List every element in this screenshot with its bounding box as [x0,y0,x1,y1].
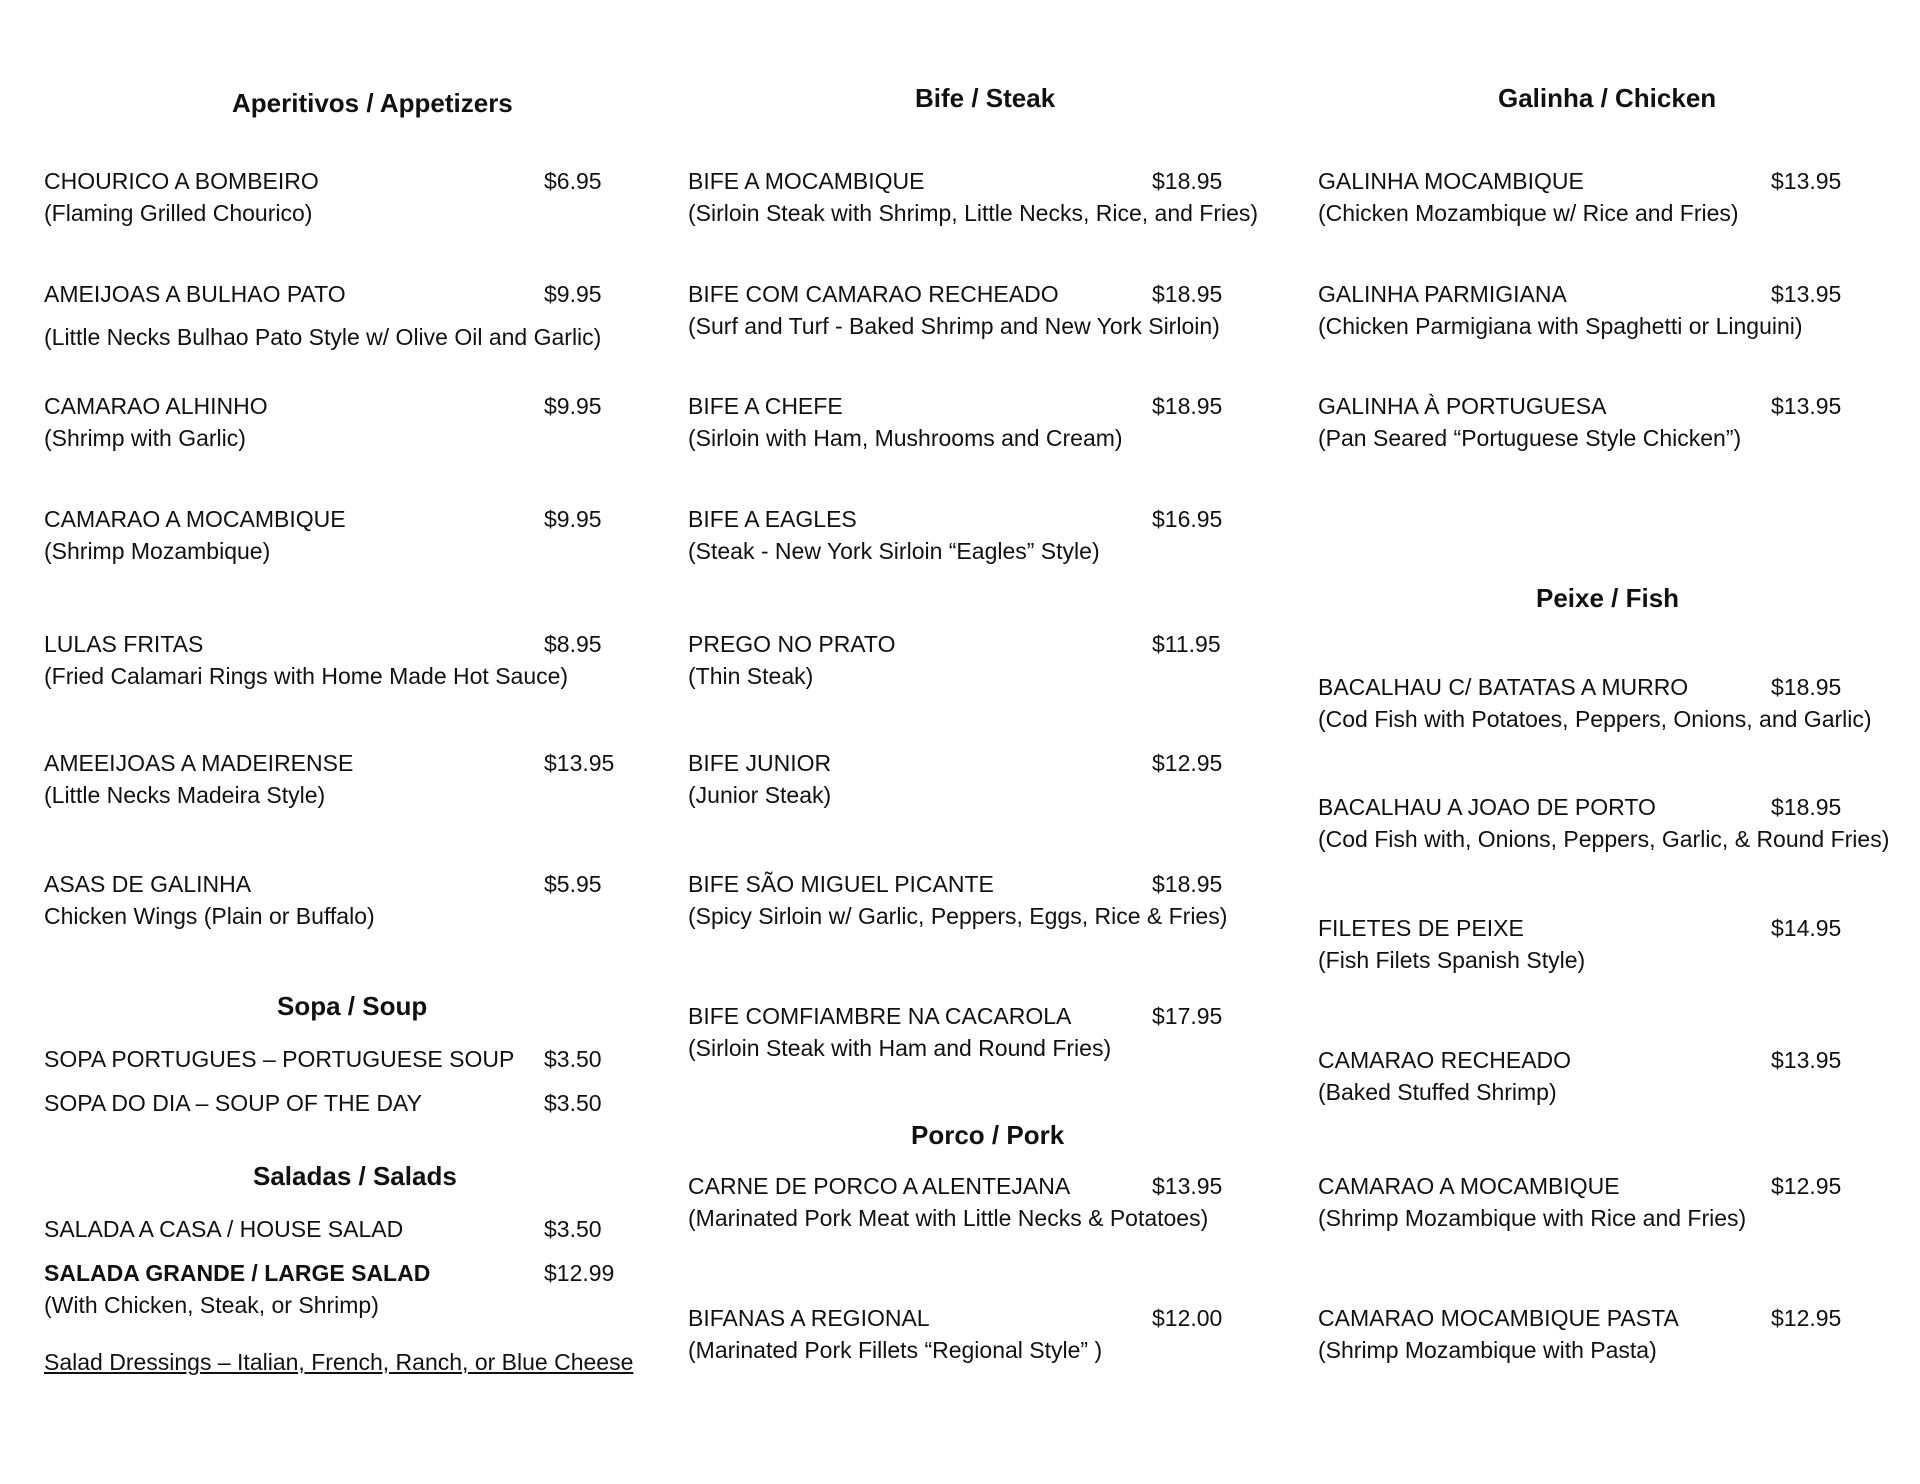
item-price: $9.95 [544,281,602,307]
item-name: CAMARAO ALHINHO [44,393,268,419]
item-price: $18.95 [1152,168,1223,194]
item-price: $12.99 [544,1260,615,1286]
menu-item [1318,165,1842,229]
menu-item [1318,912,1842,976]
item-description: (Shrimp Mozambique) [44,538,271,564]
item-name: BACALHAU C/ BATATAS A MURRO [1318,674,1689,700]
item-price: $18.95 [1771,794,1842,820]
item-description: (Fish Filets Spanish Style) [1318,947,1586,973]
item-description: (Marinated Pork Fillets “Regional Style” ) [688,1337,1103,1363]
item-name: BIFE A MOCAMBIQUE [688,168,925,194]
menu-item [44,1213,602,1245]
item-name: ASAS DE GALINHA [44,871,252,897]
item-price: $18.95 [1152,871,1223,897]
item-price: $13.95 [1771,168,1842,194]
item-description: (Sirloin Steak with Shrimp, Little Necks, Rice, and Fries) [688,200,1259,226]
item-price: $18.95 [1152,393,1223,419]
menu-item [44,503,602,567]
menu-item [688,868,1227,932]
item-name: CAMARAO A MOCAMBIQUE [1318,1173,1620,1199]
item-name: CAMARAO RECHEADO [1318,1047,1572,1073]
item-price: $13.95 [1771,281,1842,307]
item-name: CARNE DE PORCO A ALENTEJANA [688,1173,1071,1199]
menu-item [44,1087,602,1119]
menu-item [44,868,602,932]
salad-dressings-note: Salad Dressings – Italian, French, Ranch, or Blue Cheese [44,1349,634,1375]
item-name: GALINHA PARMIGIANA [1318,281,1567,307]
menu-item [44,628,602,692]
item-description: (Shrimp Mozambique with Pasta) [1318,1337,1657,1363]
item-name: SALADA GRANDE / LARGE SALAD [44,1260,431,1286]
menu-item [44,747,615,811]
item-price: $12.95 [1771,1305,1842,1331]
menu-item [1318,791,1889,855]
item-description: (Pan Seared “Portuguese Style Chicken”) [1318,425,1742,451]
item-description: (Cod Fish with, Onions, Peppers, Garlic, & Round Fries) [1318,826,1890,852]
menu-item [688,278,1223,342]
item-description: (Little Necks Madeira Style) [44,782,326,808]
item-description: (Junior Steak) [688,782,832,808]
menu-item [688,1170,1223,1234]
item-description: (Cod Fish with Potatoes, Peppers, Onions, and Garlic) [1318,706,1872,732]
item-name: BIFE A CHEFE [688,393,843,419]
menu-item [1318,390,1842,454]
menu-item [1318,278,1842,342]
item-price: $5.95 [544,871,602,897]
item-description: (Shrimp Mozambique with Rice and Fries) [1318,1205,1747,1231]
item-name: BIFANAS A REGIONAL [688,1305,930,1331]
menu-item [688,628,1221,692]
pork-heading: Porco / Pork [911,1120,1065,1150]
item-description: (Chicken Mozambique w/ Rice and Fries) [1318,200,1739,226]
item-description: (Baked Stuffed Shrimp) [1318,1079,1557,1105]
item-description: (Chicken Parmigiana with Spaghetti or Linguini) [1318,313,1803,339]
item-description: (Spicy Sirloin w/ Garlic, Peppers, Eggs, Rice & Fries) [688,903,1228,929]
appetizers-heading: Aperitivos / Appetizers [232,88,513,118]
menu-item [44,278,601,353]
item-description: (Fried Calamari Rings with Home Made Hot Sauce) [44,663,569,689]
item-price: $18.95 [1771,674,1842,700]
item-price: $17.95 [1152,1003,1223,1029]
item-description: (Flaming Grilled Chourico) [44,200,313,226]
fish-heading: Peixe / Fish [1536,583,1680,613]
salads-heading: Saladas / Salads [253,1161,457,1191]
menu-item [1318,1170,1842,1234]
menu-item [1318,671,1872,735]
item-name: GALINHA MOCAMBIQUE [1318,168,1584,194]
item-price: $11.95 [1152,631,1221,657]
item-name: FILETES DE PEIXE [1318,915,1524,941]
chicken-heading: Galinha / Chicken [1498,83,1717,113]
item-name: PREGO NO PRATO [688,631,896,657]
item-name: LULAS FRITAS [44,631,204,657]
item-name: CHOURICO A BOMBEIRO [44,168,319,194]
item-name: SALADA A CASA / HOUSE SALAD [44,1216,404,1242]
item-name: SOPA PORTUGUES – PORTUGUESE SOUP [44,1046,515,1072]
steak-heading: Bife / Steak [915,83,1056,113]
menu-item [44,390,602,454]
menu-item [688,503,1223,567]
item-price: $12.95 [1771,1173,1842,1199]
item-description: (Sirloin with Ham, Mushrooms and Cream) [688,425,1123,451]
item-price: $3.50 [544,1090,602,1116]
menu-item [688,390,1223,454]
item-description: (Surf and Turf - Baked Shrimp and New York Sirloin) [688,313,1220,339]
item-price: $13.95 [1771,393,1842,419]
item-description: Chicken Wings (Plain or Buffalo) [44,903,375,929]
item-name: AMEEIJOAS A MADEIRENSE [44,750,354,776]
menu-item [688,1000,1223,1064]
item-description: (With Chicken, Steak, or Shrimp) [44,1292,379,1318]
item-price: $13.95 [1771,1047,1842,1073]
item-name: GALINHA À PORTUGUESA [1318,393,1607,419]
item-name: BIFE JUNIOR [688,750,832,776]
item-price: $13.95 [544,750,615,776]
item-name: BIFE COM CAMARAO RECHEADO [688,281,1059,307]
item-price: $14.95 [1771,915,1842,941]
item-name: BACALHAU A JOAO DE PORTO [1318,794,1656,820]
soup-heading: Sopa / Soup [277,991,428,1021]
menu-item [44,1043,602,1075]
item-price: $3.50 [544,1046,602,1072]
item-price: $18.95 [1152,281,1223,307]
menu-item [688,747,1223,811]
item-price: $16.95 [1152,506,1223,532]
menu-item [44,165,602,229]
item-name: BIFE COMFIAMBRE NA CACAROLA [688,1003,1072,1029]
menu-item [44,1257,615,1321]
menu-item [1318,1302,1842,1366]
item-description: (Shrimp with Garlic) [44,425,246,451]
menu-item [688,1302,1223,1366]
item-price: $12.95 [1152,750,1223,776]
item-name: BIFE SÃO MIGUEL PICANTE [688,871,994,897]
item-price: $9.95 [544,393,602,419]
item-name: CAMARAO A MOCAMBIQUE [44,506,346,532]
item-description: (Thin Steak) [688,663,814,689]
item-name: SOPA DO DIA – SOUP OF THE DAY [44,1090,422,1116]
item-description: (Marinated Pork Meat with Little Necks & Potatoes) [688,1205,1209,1231]
item-price: $3.50 [544,1216,602,1242]
item-name: CAMARAO MOCAMBIQUE PASTA [1318,1305,1679,1331]
item-price: $13.95 [1152,1173,1223,1199]
item-name: AMEIJOAS A BULHAO PATO [44,281,346,307]
item-price: $6.95 [544,168,602,194]
item-description: (Steak - New York Sirloin “Eagles” Style) [688,538,1100,564]
item-price: $9.95 [544,506,602,532]
menu-item [1318,1044,1842,1108]
item-price: $12.00 [1152,1305,1223,1331]
item-price: $8.95 [544,631,602,657]
item-description: (Little Necks Bulhao Pato Style w/ Olive Oil and Garlic) [44,324,602,350]
menu-item [688,165,1258,229]
item-description: (Sirloin Steak with Ham and Round Fries) [688,1035,1112,1061]
item-name: BIFE A EAGLES [688,506,857,532]
